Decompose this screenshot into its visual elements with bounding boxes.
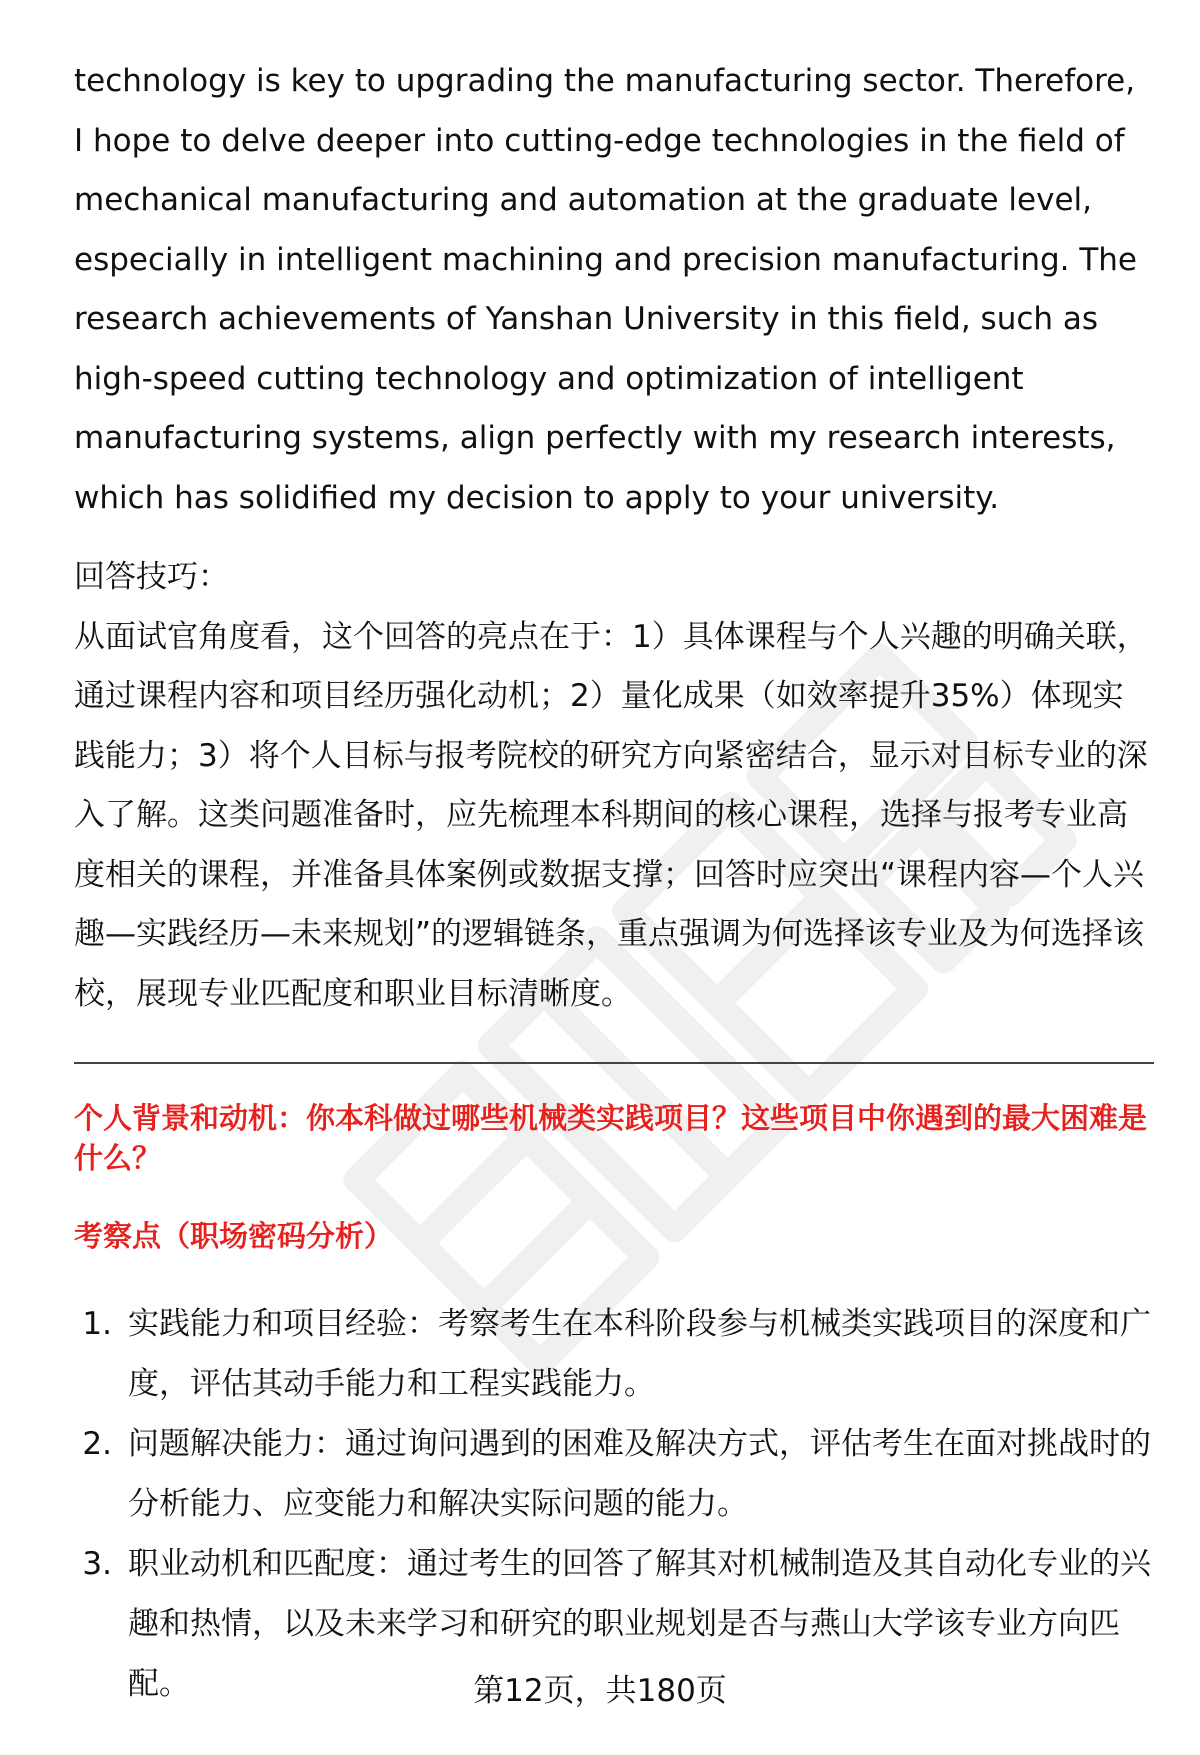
list-item-text: 问题解决能力：通过询问遇到的困难及解决方式，评估考生在面对挑战时的分析能力、应变能力和解决实际问题的能力。 xyxy=(128,1426,1151,1522)
list-item-text: 职业动机和匹配度：通过考生的回答了解其对机械制造及其自动化专业的兴趣和热情，以及未来学习和研究的职业规划是否与燕山大学该专业方向匹配。 xyxy=(128,1546,1151,1702)
document-page xyxy=(74,52,1154,1714)
list-item xyxy=(74,1414,1154,1534)
list-item-number: 2. xyxy=(82,1426,112,1462)
question-heading: 个人背景和动机：你本科做过哪些机械类实践项目？这些项目中你遇到的最大困难是什么？ xyxy=(74,1101,1148,1175)
section-divider xyxy=(74,1062,1154,1064)
tips-label: 回答技巧： xyxy=(74,559,229,595)
analysis-title: 考察点（职场密码分析） xyxy=(74,1219,394,1253)
list-item-number: 3. xyxy=(82,1546,112,1582)
tips-paragraph: 从面试官角度看，这个回答的亮点在于：1）具体课程与个人兴趣的明确关联，通过课程内容和项目经历强化动机；2）量化成果（如效率提升35%）体现实践能力；3）将个人目标与报考院校的研究方向紧密结合，显示对目标专业的深入了解。这类问题准备时，应先梳理本科期间的核心课程，选择与报考专业高度相关的课程，并准备具体案例或数据支撑；回答时应突出“课程内容—个人兴趣—实践经历—未来规划”的逻辑链条，重点强调为何选择该专业及为何选择该校，展现专业匹配度和职业目标清晰度。 xyxy=(74,618,1148,1012)
list-item-text: 实践能力和项目经验：考察考生在本科阶段参与机械类实践项目的深度和广度，评估其动手能力和工程实践能力。 xyxy=(128,1306,1151,1402)
page-number: 第12页，共180页 xyxy=(473,1673,727,1709)
analysis-list xyxy=(74,1294,1154,1714)
intro-paragraph: technology is key to upgrading the manufacturing sector. Therefore, I hope to delve deeper into cutting-edge technologies in the field of mechanical manufacturing and automation at the graduate level, especially in intelligent machining and precision manufacturing. The research achievements of Yanshan University in this field, such as high-speed cutting technology and optimization of intelligent manufacturing systems, align perfectly with my research interests, which has solidified my decision to apply to your university. xyxy=(74,63,1138,516)
list-item xyxy=(74,1294,1154,1414)
list-item-number: 1. xyxy=(82,1306,112,1342)
